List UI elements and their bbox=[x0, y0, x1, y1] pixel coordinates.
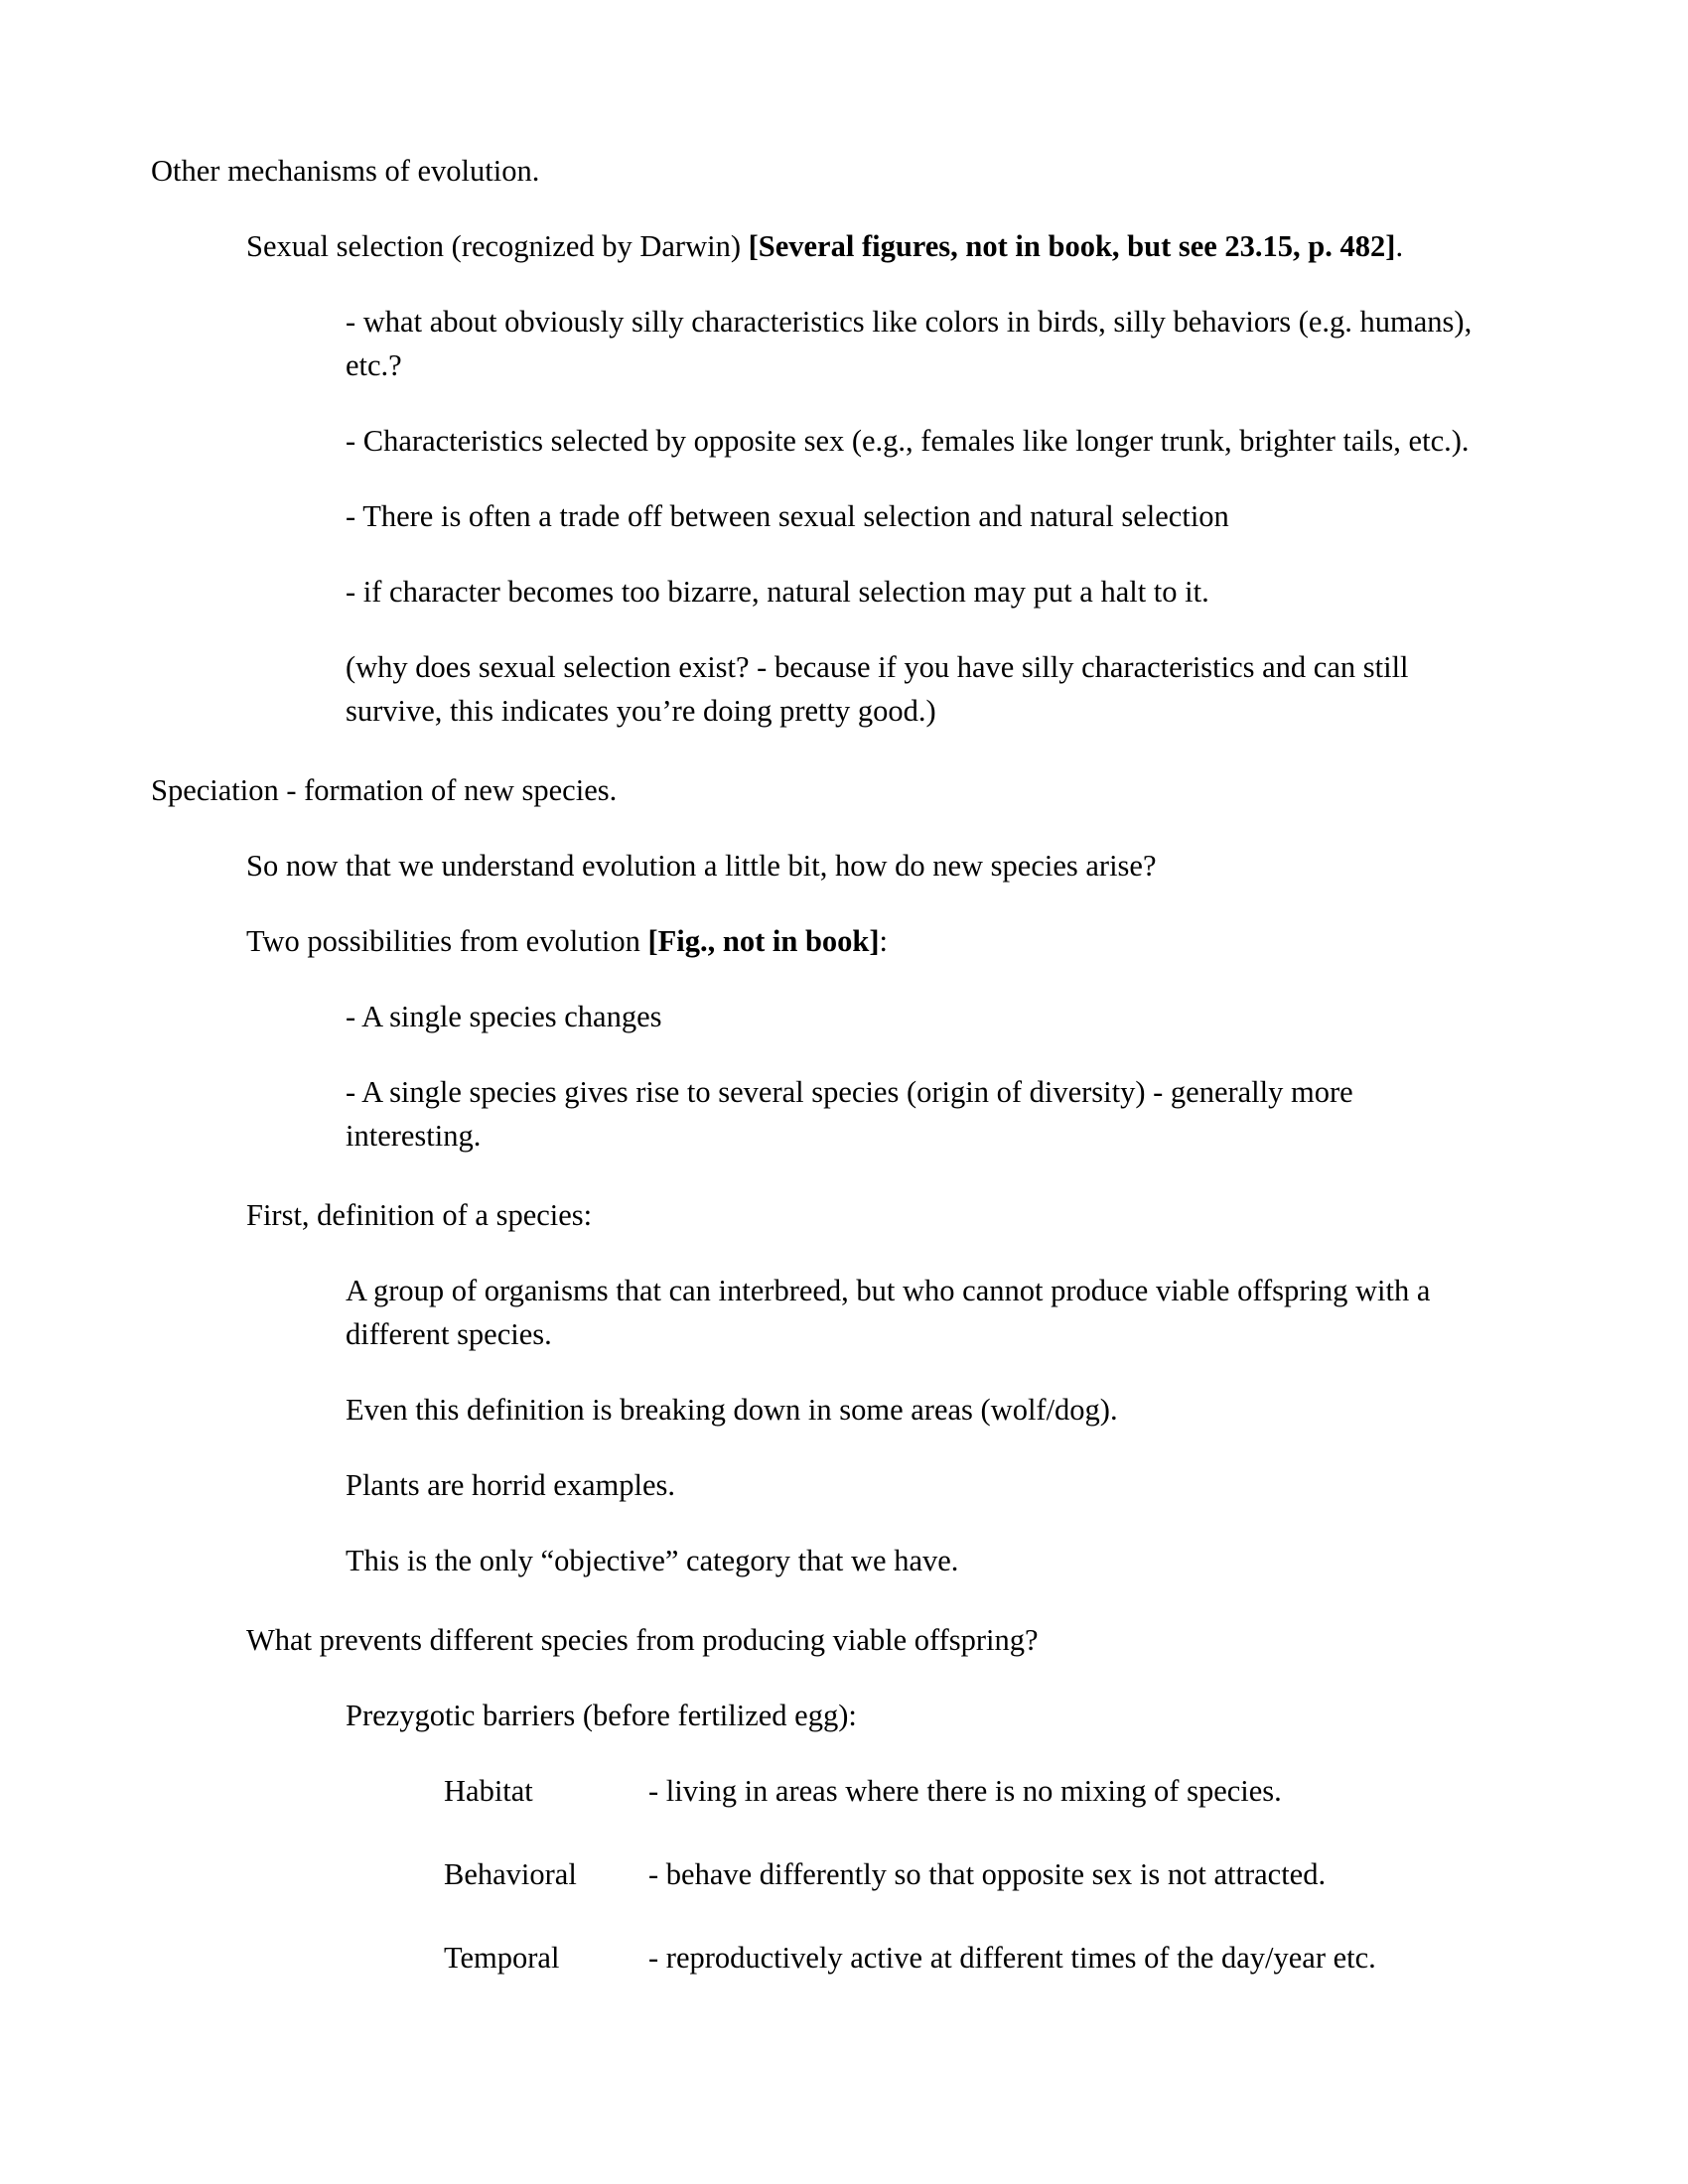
barrier-definition: - living in areas where there is no mixing of species. bbox=[648, 1774, 1282, 1808]
two-possibilities-text: Two possibilities from evolution bbox=[246, 924, 648, 958]
table-row bbox=[444, 1852, 1479, 1896]
speciation-opening-question: So now that we understand evolution a little bit, how do new species arise? bbox=[246, 849, 1157, 883]
sexual-selection-heading bbox=[246, 224, 1479, 268]
page-title: Other mechanisms of evolution. bbox=[151, 154, 540, 188]
barriers-question: What prevents different species from producing viable offspring? bbox=[246, 1623, 1039, 1657]
species-definition-heading: First, definition of a species: bbox=[246, 1198, 593, 1232]
list-item: - if character becomes too bizarre, natural selection may put a halt to it. bbox=[346, 575, 1209, 609]
list-item: - what about obviously silly characteristics like colors in birds, silly behaviors (e.g. humans), etc.? bbox=[346, 305, 1473, 382]
species-definition-item: A group of organisms that can interbreed, but who cannot produce viable offspring with a different species. bbox=[346, 1274, 1431, 1351]
speciation-heading: Speciation - formation of new species. bbox=[151, 773, 618, 807]
species-definition-item: This is the only “objective” category that we have. bbox=[346, 1544, 959, 1577]
prezygotic-barriers-heading: Prezygotic barriers (before fertilized egg): bbox=[346, 1699, 857, 1732]
barrier-definition: - behave differently so that opposite sex is not attracted. bbox=[648, 1857, 1327, 1891]
barrier-term: Habitat bbox=[444, 1774, 533, 1808]
list-item: - A single species changes bbox=[346, 1000, 662, 1033]
barrier-term: Behavioral bbox=[444, 1857, 577, 1891]
barrier-term: Temporal bbox=[444, 1941, 560, 1975]
two-possibilities-heading bbox=[246, 919, 1479, 963]
sexual-selection-aside: (why does sexual selection exist? - because if you have silly characteristics and can still survive, this indicates you’re doing pretty good.) bbox=[346, 650, 1409, 728]
list-item: - A single species gives rise to several species (origin of diversity) - generally more interesting. bbox=[346, 1075, 1353, 1153]
species-definition-item: Even this definition is breaking down in some areas (wolf/dog). bbox=[346, 1393, 1118, 1427]
species-definition-item: Plants are horrid examples. bbox=[346, 1468, 676, 1502]
table-row bbox=[444, 1769, 1479, 1813]
list-item: - There is often a trade off between sexual selection and natural selection bbox=[346, 499, 1229, 533]
sexual-selection-heading-tail: . bbox=[1395, 229, 1404, 263]
two-possibilities-tail: : bbox=[879, 924, 889, 958]
figure-reference-bold: [Several figures, not in book, but see 23.15, p. 482] bbox=[748, 229, 1396, 263]
sexual-selection-heading-text: Sexual selection (recognized by Darwin) bbox=[246, 229, 749, 263]
list-item: - Characteristics selected by opposite sex (e.g., females like longer trunk, brighter tails, etc.). bbox=[346, 424, 1470, 458]
figure-reference-bold: [Fig., not in book] bbox=[647, 924, 880, 958]
table-row bbox=[444, 1936, 1479, 1979]
barrier-definition: - reproductively active at different times of the day/year etc. bbox=[648, 1941, 1376, 1975]
